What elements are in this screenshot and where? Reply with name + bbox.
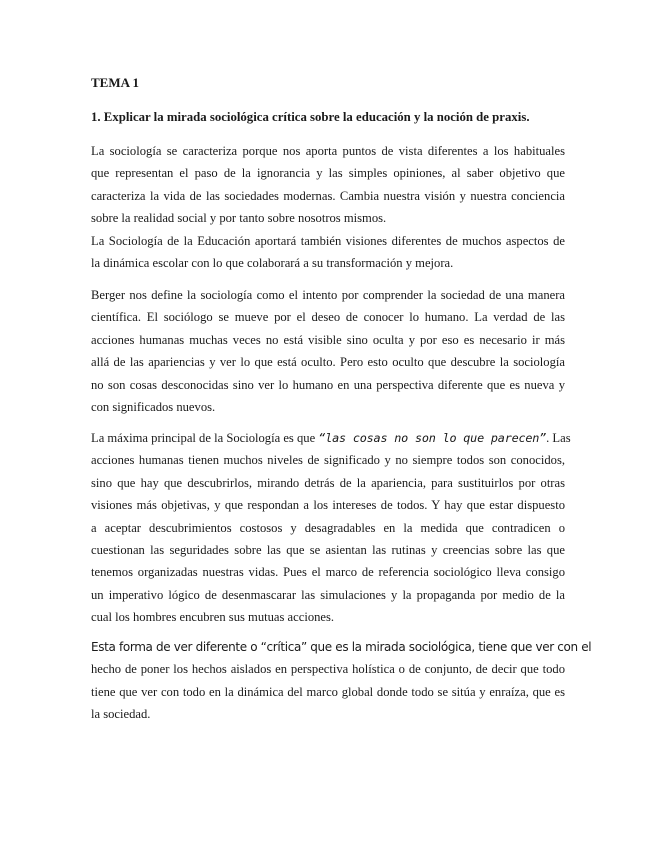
paragraph-line: sobre la realidad social y por tanto sobre nosotros mismos. <box>91 211 387 226</box>
paragraph-1 <box>91 140 565 274</box>
paragraph-line: a aceptar descubrimientos costosos y desagradables en la medida que contradicen o <box>91 520 565 535</box>
paragraph-line: sino que hay que descubrirlos, mirando detrás de la apariencia, para sustituirlos por otras <box>91 475 565 490</box>
paragraph-text: La máxima principal de la Sociología es que <box>91 431 319 445</box>
paragraph-line: la sociedad. <box>91 707 151 722</box>
paragraph-3 <box>91 427 571 629</box>
paragraph-line: Berger nos define la sociología como el intento por comprender la sociedad de una manera <box>91 288 565 302</box>
paragraph-line: hecho de poner los hechos aislados en perspectiva holística o de conjunto, de decir que todo <box>91 662 565 677</box>
paragraph-line: tiene que ver con todo en la dinámica del marco global donde todo se sitúa y enraíza, que es <box>91 684 565 699</box>
paragraph-line: un imperativo lógico de desenmascarar las simulaciones y la propaganda por medio de la <box>91 587 565 602</box>
paragraph-line: cuestionan las seguridades sobre las que se asientan las rutinas y creencias sobre las que <box>91 543 565 558</box>
paragraph-line: cual los hombres encubren sus mutuas acciones. <box>91 610 335 625</box>
paragraph-4 <box>91 636 592 726</box>
question-heading: 1. Explicar la mirada sociológica crítica sobre la educación y la noción de praxis. <box>91 110 530 124</box>
paragraph-line: Esta forma de ver diferente o “crítica” que es la mirada sociológica, tiene que ver con el <box>91 640 592 654</box>
paragraph-line: la dinámica escolar con lo que colaborará a su transformación y mejora. <box>91 256 454 271</box>
paragraph-line: caracteriza la vida de las sociedades modernas. Cambia nuestra visión y nuestra conciencia <box>91 188 565 203</box>
paragraph-line: que representan el paso de la ignorancia y las simples opiniones, al saber objetivo que <box>91 166 565 181</box>
paragraph-text: . Las <box>546 431 571 445</box>
document-title: TEMA 1 <box>91 75 140 90</box>
paragraph-line: La Sociología de la Educación aportará también visiones diferentes de muchos aspectos de <box>91 233 565 248</box>
paragraph-line: acciones humanas tienen muchos niveles de significado y no siempre todos son conocidos, <box>91 453 565 468</box>
paragraph-2 <box>91 284 565 418</box>
paragraph-line: no son cosas desconocidas sino ver lo humano en una perspectiva diferente que es nueva y <box>91 377 565 392</box>
quoted-maxim: “las cosas no son lo que parecen” <box>318 431 547 445</box>
paragraph-line: visiones más objetivas, y que respondan a los intereses de todos. Y hay que estar dispuesto <box>91 498 565 513</box>
paragraph-line: allá de las apariencias y ver lo que está oculto. Pero esto oculto que descubre la sociología <box>91 355 565 370</box>
paragraph-line: científica. El sociólogo se mueve por el deseo de conocer lo humano. La verdad de las <box>91 310 565 325</box>
paragraph-line: con significados nuevos. <box>91 400 216 415</box>
paragraph-line <box>91 427 571 449</box>
paragraph-line: tenemos organizadas nuestras vidas. Pues el marco de referencia sociológico lleva consigo <box>91 565 565 580</box>
paragraph-line: acciones humanas muchas veces no está visible sino oculta y por eso es necesario ir más <box>91 332 565 347</box>
paragraph-line: La sociología se caracteriza porque nos aporta puntos de vista diferentes a los habituales <box>91 144 565 158</box>
